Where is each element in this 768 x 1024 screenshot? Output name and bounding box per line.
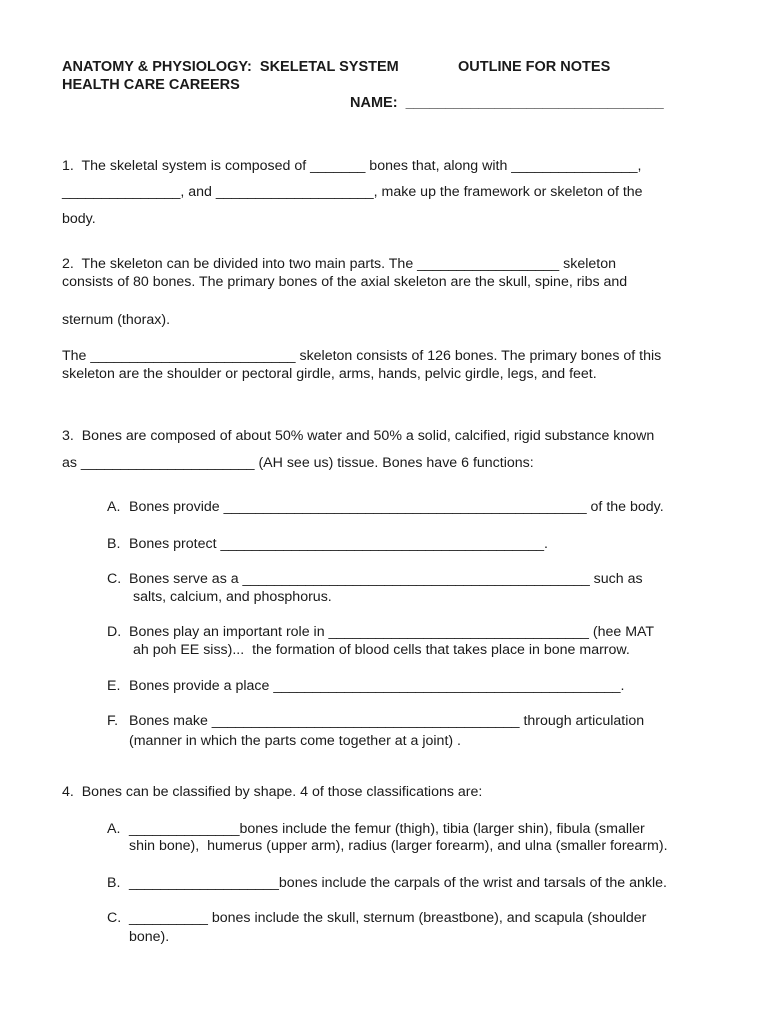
document-subtitle: HEALTH CARE CAREERS [62, 77, 240, 93]
item-letter: D. [107, 624, 122, 640]
q4-item-a [107, 821, 717, 837]
q4-item-a-continued: shin bone), humerus (upper arm), radius (larger forearm), and ulna (smaller forearm). [129, 838, 668, 854]
item-text: Bones serve as a ____________________________________________ such as [129, 571, 643, 587]
item-letter: A. [107, 821, 121, 837]
q3-item-f [107, 713, 717, 729]
q1-line-2: _______________, and ____________________, make up the framework or skeleton of the [62, 184, 643, 200]
q2-line-5: skeleton are the shoulder or pectoral girdle, arms, hands, pelvic girdle, legs, and feet. [62, 366, 597, 382]
q4-item-b [107, 875, 717, 891]
q3-line-2: as ______________________ (AH see us) tissue. Bones have 6 functions: [62, 455, 534, 471]
item-letter: B. [107, 875, 121, 891]
q3-item-d [107, 624, 717, 640]
q3-item-f-continued: (manner in which the parts come together at a joint) . [129, 733, 461, 749]
q3-item-b [107, 536, 717, 552]
item-letter: E. [107, 678, 121, 694]
q3-item-c-continued: salts, calcium, and phosphorus. [133, 589, 332, 605]
q3-item-c [107, 571, 717, 587]
item-letter: C. [107, 571, 122, 587]
item-letter: C. [107, 910, 122, 926]
item-text: Bones protect _________________________________________. [129, 536, 548, 552]
q3-item-e [107, 678, 717, 694]
item-text: ______________bones include the femur (thigh), tibia (larger shin), fibula (smaller [129, 821, 645, 837]
q4-item-c [107, 910, 717, 926]
document-title: ANATOMY & PHYSIOLOGY: SKELETAL SYSTEM [62, 59, 399, 75]
item-letter: B. [107, 536, 121, 552]
q2-line-1: 2. The skeleton can be divided into two main parts. The __________________ skeleton [62, 256, 616, 272]
item-text: Bones play an important role in _________________________________ (hee MAT [129, 624, 655, 640]
outline-label: OUTLINE FOR NOTES [458, 59, 611, 75]
item-text: Bones provide ______________________________________________ of the body. [129, 499, 664, 515]
item-letter: A. [107, 499, 121, 515]
name-field[interactable]: NAME: ________________________________ [350, 95, 664, 111]
q4-line-1: 4. Bones can be classified by shape. 4 of those classifications are: [62, 784, 483, 800]
q3-item-d-continued: ah poh EE siss)... the formation of blood cells that takes place in bone marrow. [133, 642, 630, 658]
q2-line-3: sternum (thorax). [62, 312, 171, 328]
q3-item-a [107, 499, 717, 515]
q4-item-c-continued: bone). [129, 929, 170, 945]
q2-line-4: The __________________________ skeleton consists of 126 bones. The primary bones of this [62, 348, 662, 364]
item-text: ___________________bones include the carpals of the wrist and tarsals of the ankle. [129, 875, 667, 891]
q3-line-1: 3. Bones are composed of about 50% water and 50% a solid, calcified, rigid substance known [62, 428, 655, 444]
q1-line-1: 1. The skeletal system is composed of _______ bones that, along with ________________, [62, 158, 642, 174]
item-text: Bones provide a place ____________________________________________. [129, 678, 625, 694]
q1-line-3: body. [62, 211, 96, 227]
q2-line-2: consists of 80 bones. The primary bones of the axial skeleton are the skull, spine, ribs and [62, 274, 628, 290]
item-text: Bones make _______________________________________ through articulation [129, 713, 645, 729]
item-letter: F. [107, 713, 119, 729]
item-text: __________ bones include the skull, sternum (breastbone), and scapula (shoulder [129, 910, 647, 926]
